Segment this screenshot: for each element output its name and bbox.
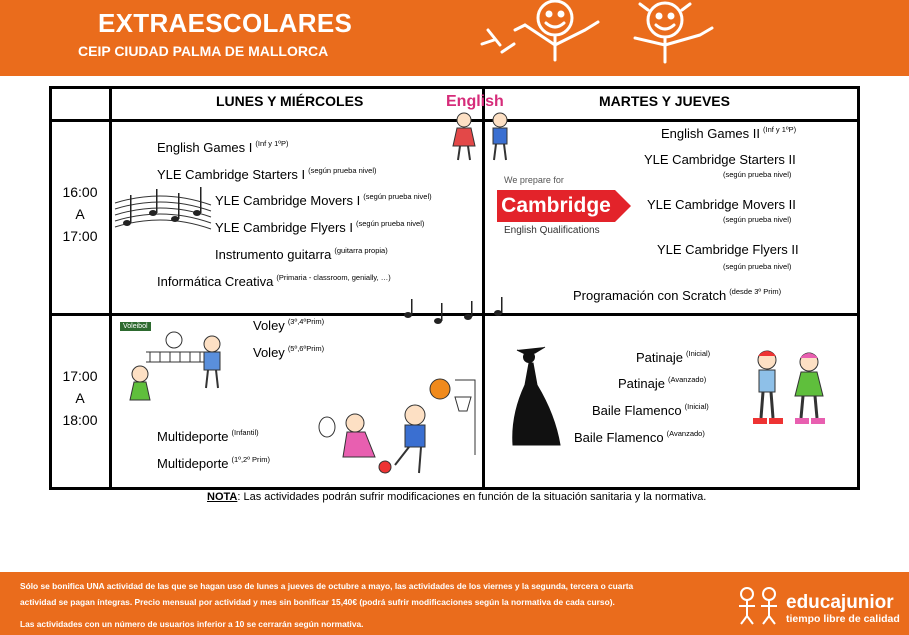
activity-flamenco-2: Baile Flamenco $^{(Avanzado)}$: [574, 429, 705, 445]
footer-line-2: actividad se pagan íntegras. Precio mensual por actividad y mes sin bonificar 15,40€ (podrá sufrir modificaciones según la normativa de cada curso).: [20, 597, 615, 607]
nota-label: NOTA: [207, 491, 238, 503]
header-banner: [0, 0, 909, 76]
english-label: English: [446, 93, 504, 110]
time-sep: A: [75, 206, 85, 222]
flamenco-dancer-icon: [505, 345, 565, 450]
activity-english-games-2: English Games II $^{(Inf y 1ºP)}$: [661, 125, 797, 141]
kids-drawing-icon: [480, 0, 740, 76]
cambridge-pre-text: We prepare for: [504, 175, 564, 185]
activity-yle-starters-1: YLE Cambridge Starters I $^{(según prueba nivel)}$: [157, 166, 377, 182]
activity-yle-flyers-1: YLE Cambridge Flyers I $^{(según prueba nivel)}$: [215, 219, 425, 235]
cambridge-arrow-icon: [615, 190, 631, 222]
music-notes-icon: [113, 183, 213, 243]
activity-yle-movers-2: YLE Cambridge Movers II: [647, 197, 796, 212]
cambridge-logo: Cambridge: [497, 190, 615, 222]
activity-patinaje-1: Patinaje $^{(Inicial)}$: [636, 349, 711, 365]
cambridge-sub-text: English Qualifications: [504, 225, 600, 236]
activity-yle-movers-1: YLE Cambridge Movers I $^{(según prueba nivel)}$: [215, 192, 432, 208]
activity-multideporte-1: Multideporte $^{(Infantil)}$: [157, 428, 259, 444]
activity-voley-2: Voley $^{(5º,6ºPrim)}$: [253, 344, 325, 360]
activity-informatica: Informática Creativa $^{(Primaria - classroom, genially, \dots)}$: [157, 273, 391, 289]
page-title: EXTRAESCOLARES: [98, 8, 353, 38]
column-header-martes-jueves: MARTES Y JUEVES: [599, 93, 730, 109]
time-to: 17:00: [62, 228, 98, 244]
voleibol-badge: Voleibol: [120, 322, 151, 331]
time-sep: A: [75, 390, 85, 406]
nota-text: NOTA: Las actividades podrán sufrir modificaciones en función de la situación sanitaria y la normativa.: [207, 491, 707, 503]
page-subtitle: CEIP CIUDAD PALMA DE MALLORCA: [78, 43, 329, 59]
volleyball-kids-icon: [120, 330, 240, 410]
activity-note: (según prueba nivel): [723, 262, 792, 271]
activity-multideporte-2: Multideporte $^{(1º,2º Prim)}$: [157, 455, 270, 471]
time-slot-1: [49, 181, 111, 247]
activity-guitarra: Instrumento guitarra $^{(guitarra propia)}$: [215, 246, 388, 262]
multisport-kids-icon: [315, 375, 485, 485]
time-slot-2: [49, 365, 111, 431]
activity-note: (según prueba nivel): [723, 170, 792, 179]
time-from: 17:00: [62, 368, 98, 384]
footer-line-3: Las actividades con un número de usuarios inferior a 10 se cerrarán según normativa.: [20, 619, 364, 629]
activity-patinaje-2: Patinaje $^{(Avanzado)}$: [618, 375, 707, 391]
activity-yle-starters-2: YLE Cambridge Starters II: [644, 152, 796, 167]
brand-tagline: tiempo libre de calidad: [786, 613, 900, 625]
educajunior-logo-icon: [735, 586, 783, 626]
english-kids-icon: [450, 110, 520, 162]
skating-kids-icon: [735, 348, 835, 433]
activity-voley-1: Voley $^{(3º,4ºPrim)}$: [253, 317, 325, 333]
activity-yle-flyers-2: YLE Cambridge Flyers II: [657, 242, 799, 257]
brand-name: educajunior: [786, 592, 894, 613]
music-notes-small-icon: [398, 295, 528, 330]
activity-english-games-1: English Games I $^{(Inf y 1ºP)}$: [157, 139, 289, 155]
activity-scratch: Programación con Scratch $^{(desde 3º Prim)}$: [573, 287, 782, 303]
time-from: 16:00: [62, 184, 98, 200]
activity-note: (según prueba nivel): [723, 215, 792, 224]
activity-flamenco-1: Baile Flamenco $^{(Inicial)}$: [592, 402, 709, 418]
footer-line-1: Sólo se bonifica UNA actividad de las que se hagan uso de lunes a jueves de octubre a mayo, las actividades de los viernes y la segunda, tercera o cuarta: [20, 581, 634, 591]
column-header-lunes-miercoles: LUNES Y MIÉRCOLES: [216, 93, 364, 109]
time-to: 18:00: [62, 412, 98, 428]
